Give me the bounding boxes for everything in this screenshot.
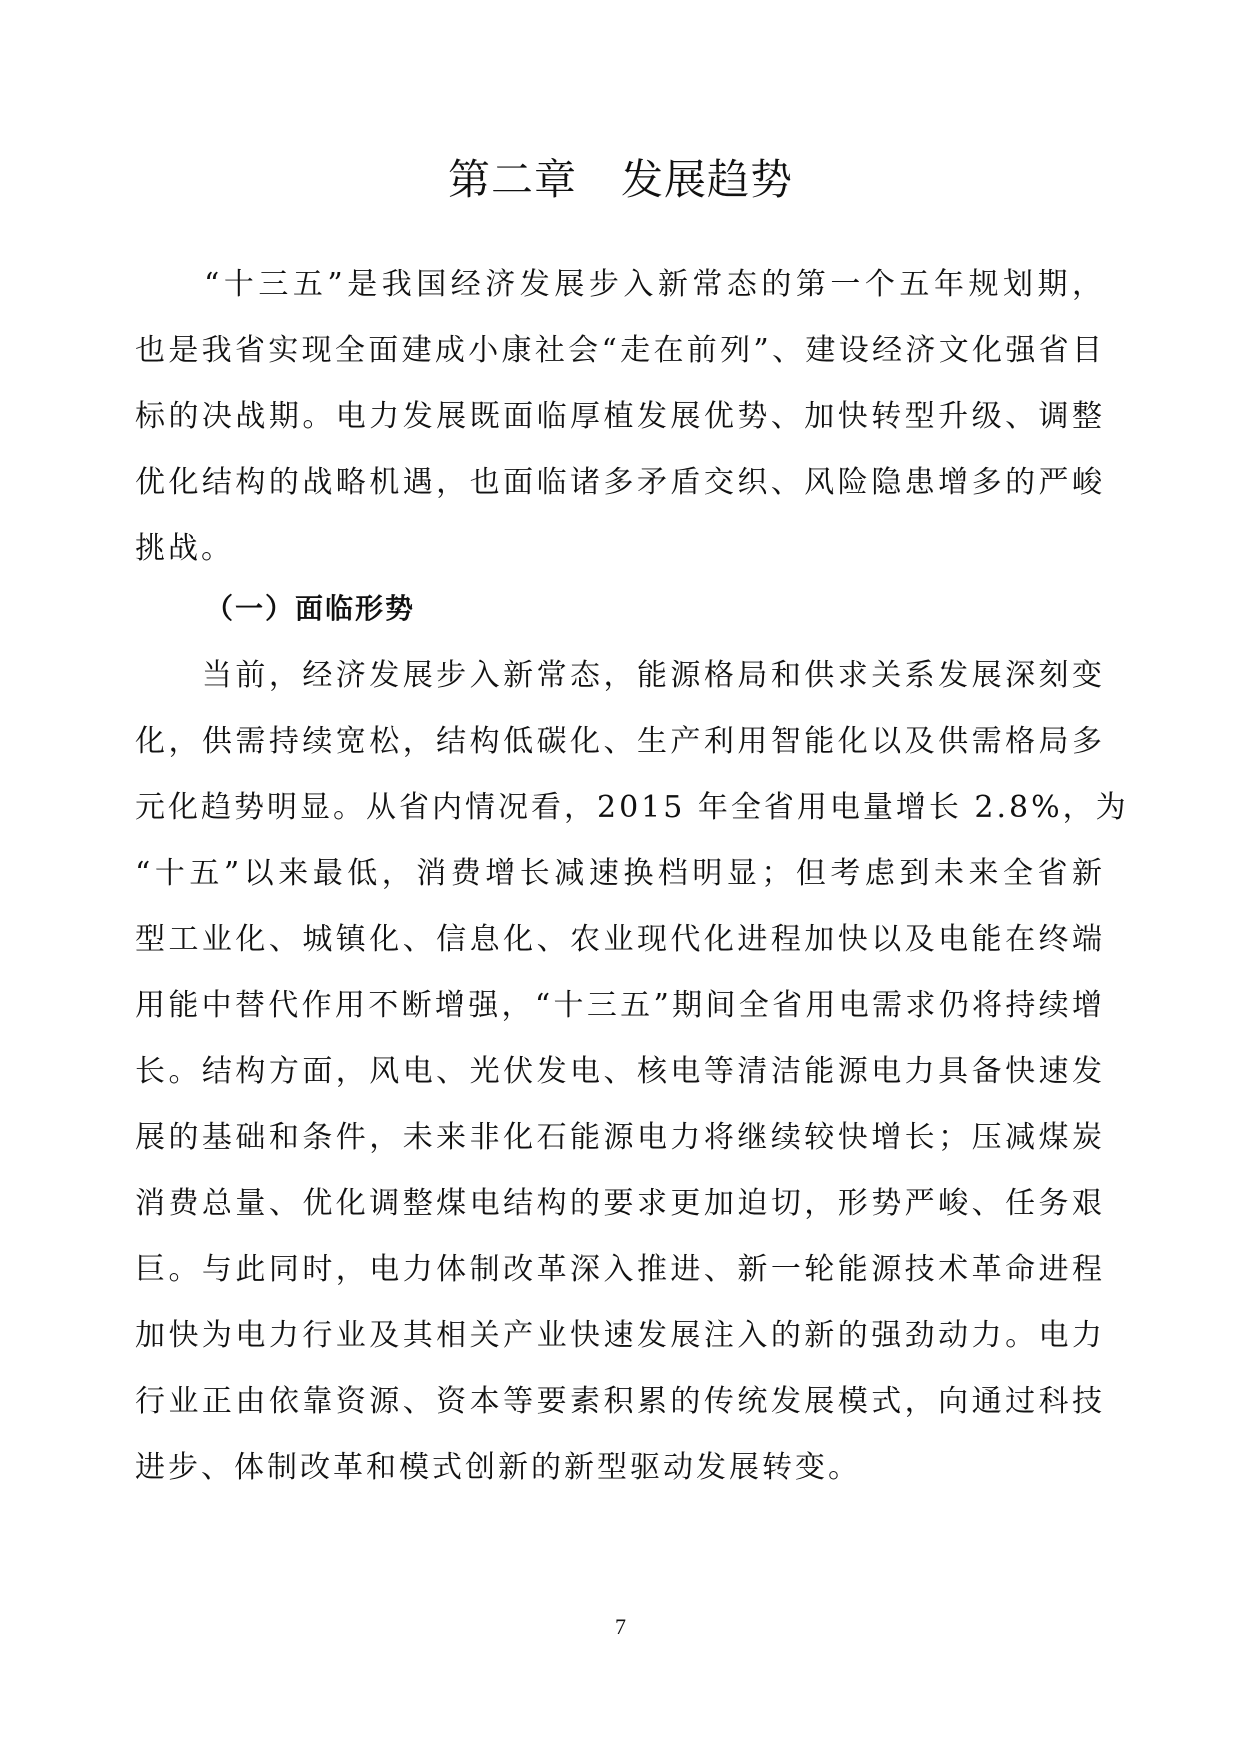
- situation-line: 消费总量、优化调整煤电结构的要求更加迫切，形势严峻、任务艰: [135, 1186, 1105, 1221]
- situation-line: 当前，经济发展步入新常态，能源格局和供求关系发展深刻变: [135, 658, 1105, 693]
- intro-line: 也是我省实现全面建成小康社会“走在前列”、建设经济文化强省目: [135, 333, 1105, 368]
- situation-line: 加快为电力行业及其相关产业快速发展注入的新的强劲动力。电力: [135, 1318, 1105, 1353]
- intro-line: 优化结构的战略机遇，也面临诸多矛盾交织、风险隐患增多的严峻: [135, 465, 1105, 500]
- situation-paragraph: [135, 643, 1129, 1501]
- situation-line: 长。结构方面，风电、光伏发电、核电等清洁能源电力具备快速发: [135, 1054, 1105, 1089]
- situation-line: 进步、体制改革和模式创新的新型驱动发展转变。: [135, 1450, 861, 1485]
- page-number: 7: [615, 1614, 626, 1639]
- chapter-name: 发展趋势: [621, 155, 794, 204]
- intro-paragraph: [135, 252, 1105, 582]
- situation-line: 元化趋势明显。从省内情况看，2015 年全省用电量增长 2.8%，为: [135, 790, 1129, 825]
- chapter-number: 第二章: [447, 155, 577, 204]
- intro-line: “十三五”是我国经济发展步入新常态的第一个五年规划期，: [135, 267, 1105, 302]
- intro-line: 标的决战期。电力发展既面临厚植发展优势、加快转型升级、调整: [135, 399, 1105, 434]
- chapter-title: [0, 150, 1241, 210]
- intro-line: 挑战。: [135, 531, 234, 566]
- situation-line: “十五”以来最低，消费增长减速换档明显；但考虑到未来全省新: [135, 856, 1105, 891]
- situation-line: 用能中替代作用不断增强，“十三五”期间全省用电需求仍将持续增: [135, 988, 1105, 1023]
- situation-line: 行业正由依靠资源、资本等要素积累的传统发展模式，向通过科技: [135, 1384, 1105, 1419]
- situation-line: 型工业化、城镇化、信息化、农业现代化进程加快以及电能在终端: [135, 922, 1105, 957]
- situation-line: 化，供需持续宽松，结构低碳化、生产利用智能化以及供需格局多: [135, 724, 1105, 759]
- section-heading: （一）面临形势: [205, 592, 416, 625]
- situation-line: 巨。与此同时，电力体制改革深入推进、新一轮能源技术革命进程: [135, 1252, 1105, 1287]
- situation-line: 展的基础和条件，未来非化石能源电力将继续较快增长；压减煤炭: [135, 1120, 1105, 1155]
